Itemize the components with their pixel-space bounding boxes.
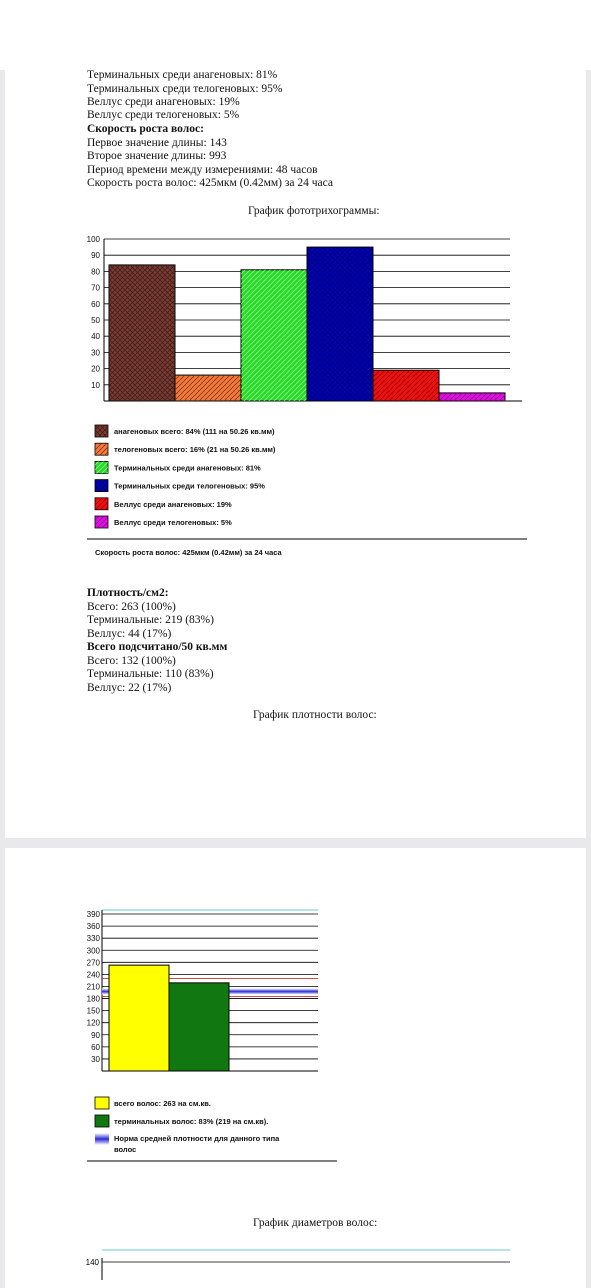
y-tick-label: 90 <box>91 1030 100 1040</box>
diameter-chart-title: График диаметров волос: <box>253 1217 378 1229</box>
y-tick-label: 50 <box>91 316 100 325</box>
legend-label: Веллус среди анагеновых: 19% <box>114 499 232 509</box>
stat-line: Всего: 132 (100%) <box>87 655 176 667</box>
stat-line: Терминальных среди телогеновых: 95% <box>87 83 283 95</box>
y-tick-label: 140 <box>85 1258 99 1267</box>
stat-line: Период времени между измерениями: 48 часов <box>87 164 318 176</box>
section-heading: Всего подсчитано/50 кв.мм <box>87 641 228 653</box>
stat-line: Всего: 263 (100%) <box>87 601 176 613</box>
density-chart-title: График плотности волос: <box>253 709 377 721</box>
y-tick-label: 30 <box>91 348 100 358</box>
y-tick-label: 240 <box>86 970 100 980</box>
bar-hatch <box>373 370 439 401</box>
y-tick-label: 80 <box>91 267 100 277</box>
section-heading: Плотность/см2: <box>87 587 169 599</box>
section-heading: Скорость роста волос: <box>87 123 204 135</box>
y-tick-label: 30 <box>91 1054 100 1064</box>
legend-swatch-hatch <box>95 443 108 455</box>
y-tick-label: 390 <box>86 910 100 920</box>
phototrichogram-chart <box>0 0 591 570</box>
stat-line: Веллус среди анагеновых: 19% <box>87 96 240 108</box>
bar <box>109 965 169 1071</box>
bar-hatch <box>307 247 373 401</box>
y-tick-label: 40 <box>91 332 100 342</box>
legend-label: анагеновых всего: 84% (111 на 50.26 кв.мм) <box>114 427 275 436</box>
legend-label: телогеновых всего: 16% (21 на 50.26 кв.мм) <box>114 445 276 455</box>
legend-label: Терминальных среди телогеновых: 95% <box>114 481 265 491</box>
y-tick-label: 330 <box>86 934 100 944</box>
y-tick-label: 210 <box>86 982 100 992</box>
y-tick-label: 120 <box>86 1018 100 1028</box>
legend-label: Веллус среди телогеновых: 5% <box>114 518 232 527</box>
legend-swatch-hatch <box>95 516 108 528</box>
stat-line: Терминальных среди анагеновых: 81% <box>87 69 278 81</box>
legend-label: терминальных волос: 83% (219 на см.кв). <box>114 1117 269 1126</box>
diameter-chart <box>0 1240 591 1280</box>
stat-line: Терминальные: 110 (83%) <box>87 668 214 680</box>
legend-label-continued: волос <box>114 1145 137 1154</box>
bar-hatch <box>439 393 505 401</box>
y-tick-label: 60 <box>91 299 100 309</box>
stat-line: Веллус: 22 (17%) <box>87 682 172 694</box>
y-tick-label: 20 <box>91 364 100 374</box>
y-tick-label: 10 <box>91 380 100 390</box>
legend-swatch <box>95 1097 109 1109</box>
legend-swatch <box>95 1115 109 1127</box>
stat-line: Веллус среди телогеновых: 5% <box>87 109 240 121</box>
y-tick-label: 150 <box>86 1006 100 1016</box>
legend-label: всего волос: 263 на см.кв. <box>114 1099 211 1108</box>
bar <box>169 983 229 1071</box>
y-tick-label: 70 <box>91 283 100 293</box>
stat-line: Первое значение длины: 143 <box>87 137 227 149</box>
bar-hatch <box>109 265 175 401</box>
y-tick-label: 100 <box>86 235 100 244</box>
y-tick-label: 300 <box>86 946 100 956</box>
bar-hatch <box>175 375 241 401</box>
growth-rate-footer: Скорость роста волос: 425мкм (0.42мм) за 24 часа <box>95 548 282 557</box>
density-chart <box>0 890 591 1170</box>
legend-swatch-hatch <box>95 425 108 437</box>
stat-line: Терминальные: 219 (83%) <box>87 614 214 626</box>
stat-line: Второе значение длины: 993 <box>87 150 227 162</box>
legend-label: Терминальных среди анагеновых: 81% <box>114 463 261 473</box>
y-tick-label: 270 <box>86 958 100 968</box>
legend-swatch-hatch <box>95 480 108 492</box>
y-tick-label: 180 <box>86 994 100 1004</box>
legend-swatch-hatch <box>95 498 108 510</box>
stat-line: Скорость роста волос: 425мкм (0.42мм) за 24 часа <box>87 177 334 189</box>
legend-swatch-hatch <box>95 461 108 473</box>
phototrichogram-title: График фототрихограммы: <box>248 205 380 217</box>
y-tick-label: 90 <box>91 251 100 261</box>
legend-label: Норма средней плотности для данного типа <box>114 1134 280 1143</box>
y-tick-label: 60 <box>91 1042 100 1052</box>
y-tick-label: 360 <box>86 922 100 932</box>
bar-hatch <box>241 270 307 401</box>
stat-line: Веллус: 44 (17%) <box>87 628 172 640</box>
legend-swatch <box>95 1133 109 1145</box>
